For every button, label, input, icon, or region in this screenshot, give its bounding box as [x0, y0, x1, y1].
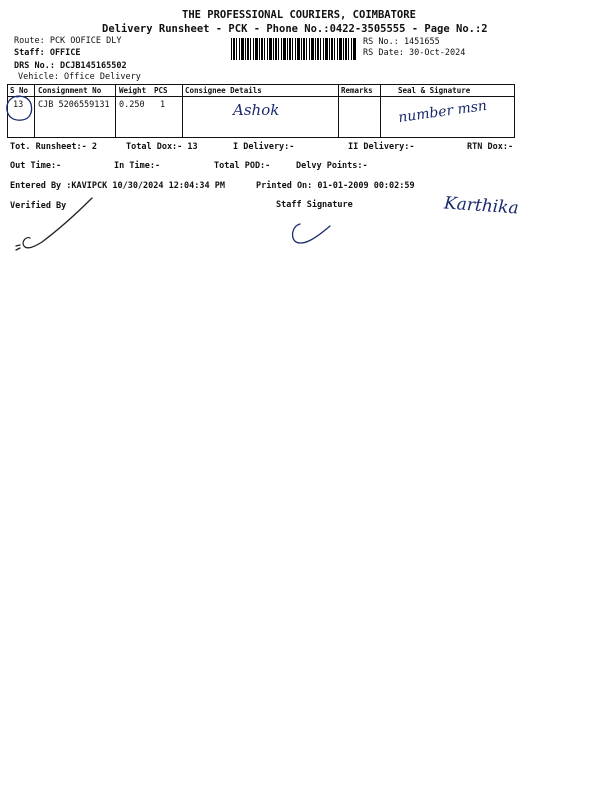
column-divider — [182, 85, 183, 137]
rtn-dox: RTN Dox:- — [467, 142, 514, 152]
ii-delivery: II Delivery:- — [348, 142, 415, 152]
company-title: THE PROFESSIONAL COURIERS, COIMBATORE — [182, 9, 416, 21]
rs-date: RS Date: 30-Oct-2024 — [363, 48, 466, 58]
column-divider — [338, 85, 339, 137]
sno-circle-mark — [4, 93, 34, 123]
staff-signature — [286, 212, 336, 252]
column-divider — [380, 85, 381, 137]
tot-runsheet: Tot. Runsheet:- 2 — [10, 142, 97, 152]
total-dox: Total Dox:- 13 — [126, 142, 198, 152]
handwritten-name: Karthika — [443, 193, 520, 219]
col-header-sno: S No — [10, 86, 29, 95]
col-header-seal: Seal & Signature — [398, 86, 471, 95]
entered-by: Entered By :KAVIPCK 10/30/2024 12:04:34 PM — [10, 181, 225, 191]
total-pod: Total POD:- — [214, 161, 271, 171]
vehicle-label: Vehicle: Office Delivery — [18, 72, 141, 82]
col-header-consignee: Consignee Details — [185, 86, 262, 95]
row-sno: 13 — [13, 100, 24, 110]
table-header-divider — [8, 96, 514, 97]
column-divider — [115, 85, 116, 137]
consignment-table — [7, 84, 515, 138]
col-header-pcs: PCS — [154, 86, 168, 95]
out-time: Out Time:- — [10, 161, 62, 171]
staff-label: Staff: OFFICE — [14, 48, 81, 58]
col-header-consignment: Consignment No — [38, 86, 102, 95]
rs-number: RS No.: 1451655 — [363, 37, 440, 47]
i-delivery: I Delivery:- — [233, 142, 295, 152]
delvy-points: Delvy Points:- — [296, 161, 368, 171]
in-time: In Time:- — [114, 161, 161, 171]
staff-signature-label: Staff Signature — [276, 200, 353, 210]
row-pcs: 1 — [160, 100, 166, 110]
col-header-remarks: Remarks — [341, 86, 373, 95]
column-divider — [34, 85, 35, 137]
row-consignee-handwritten: Ashok — [233, 101, 280, 119]
drs-number: DRS No.: DCJB145165502 — [14, 61, 127, 71]
row-seal-signature-handwritten: number msn — [397, 97, 488, 127]
row-consignment-no: CJB 5206559131 — [38, 100, 110, 110]
verified-by-label: Verified By — [10, 201, 67, 211]
barcode — [231, 38, 356, 60]
row-weight: 0.250 — [119, 100, 145, 110]
printed-on: Printed On: 01-01-2009 00:02:59 — [256, 181, 415, 191]
col-header-weight: Weight — [119, 86, 147, 95]
verified-by-signature — [12, 196, 102, 256]
route-label: Route: PCK OOFICE DLY — [14, 36, 122, 46]
runsheet-title: Delivery Runsheet - PCK - Phone No.:0422-3505555 - Page No.:2 — [102, 23, 488, 35]
